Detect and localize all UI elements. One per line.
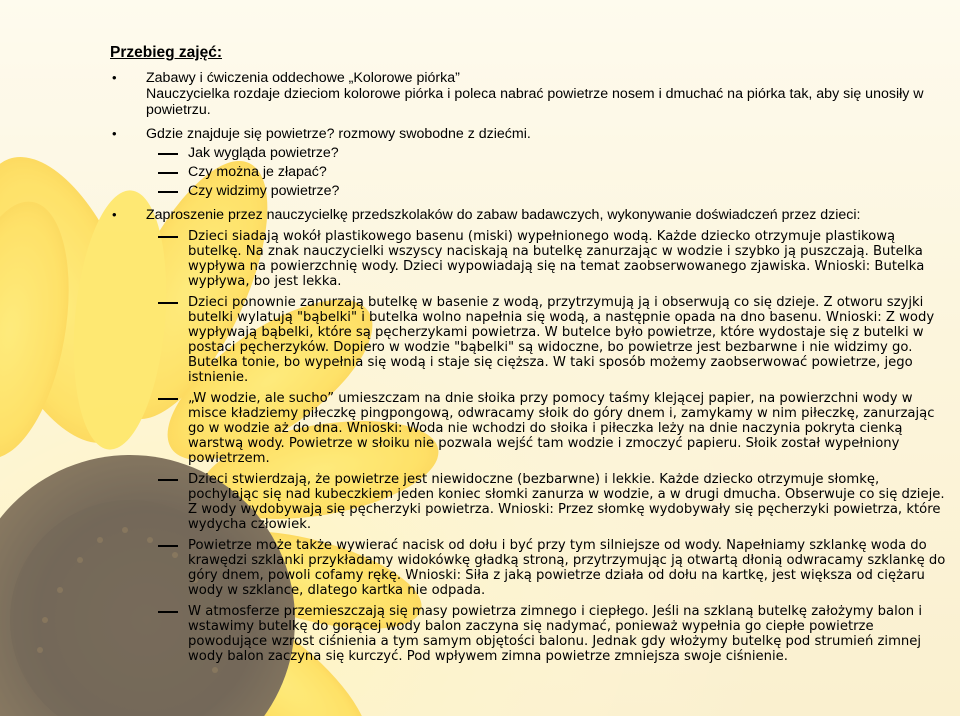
bullet-item: • Gdzie znajduje się powietrze? rozmowy swobodne z dziećmi. [110,126,950,142]
page-title: Przebieg zajęć: [110,44,222,61]
experiment-item: „W wodzie, ale sucho” umieszczam na dnie słoika przy pomocy taśmy klejącej papier, na powierzchni wody w misce kładziemy piłeczkę pingpongową, odwracamy słoik do góry dnem i, zamykamy w nim piłeczkę, zanurzając go w wodzie aż do dna. Wnioski: Woda nie wchodzi do słoika i piłeczka leży na dnie naczynia pokryta cienką warstwą wody. Powietrze w słoiku nie pozwala wejść tam wodzie i zmoczyć papieru. Słoik został wypełniony powietrzem. [110,391,950,466]
question-item: Jak wygląda powietrze? [110,145,950,161]
experiment-item: Dzieci ponownie zanurzają butelkę w basenie z wodą, przytrzymują ją i obserwują co się dzieje. Z otworu szyjki butelki wylatują "bąbelki" i butelka wolno napełnia się wodą, a następnie opada na dno basenu. Wnioski: Z wody wypływają bąbelki, które są pęcherzykami powietrza. W butelce było powietrze, które wydostaje się z butelki w postaci pęcherzyków. Dopiero w wodzie "bąbelki" są widoczne, bo powietrze jest bezbarwne i nie widzimy go. Butelka tonie, bo wypełnia się wodą i staje się cięższa. W taki sposób możemy zaobserwować powietrze, jego istnienie. [110,295,950,385]
experiment-item: W atmosferze przemieszczają się masy powietrza zimnego i ciepłego. Jeśli na szklaną butelkę założymy balon i wstawimy butelkę do gorącej wody balon zaczyna się nadymać, ponieważ wypełnia go ciepłe powietrze powodujące wzrost ciśnienia a tym samym objętości balonu. Jednak gdy włożymy butelkę pod strumień zimnej wody balon zaczyna się kurczyć. Pod wpływem zimna powietrze zmniejsza swoje ciśnienie. [110,604,950,664]
question-item: Czy można je złapać? [110,164,950,180]
experiment-item: Powietrze może także wywierać nacisk od dołu i być przy tym silniejsze od wody. Napełniamy szklankę woda do krawędzi szklanki przykładamy widokówkę gładką stroną, przytrzymując ją otwartą dłonią odwracamy szklankę do góry dnem, powoli cofamy rękę. Wnioski: Siła z jaką powietrze działa od dołu na kartkę, jest większa od ciężaru wody w szklance, dlatego kartka nie odpada. [110,538,950,598]
slide-content [110,44,950,664]
bullet-item-continuation: Nauczycielka rozdaje dzieciom kolorowe piórka i poleca nabrać powietrze nosem i dmuchać na piórka tak, aby się unosiły w powietrzu. [146,86,924,118]
bullet-item: • Zabawy i ćwiczenia oddechowe „Kolorowe piórka” [110,70,950,86]
question-item: Czy widzimy powietrze? [110,183,950,199]
experiment-item: Dzieci siadają wokół plastikowego basenu (miski) wypełnionego wodą. Każde dziecko otrzymuje plastikową butelkę. Na znak nauczycielki wszyscy naciskają na butelkę zanurzając w wodzie i szybko ją puszczają. Butelka wypływa na powierzchnię wody. Dzieci wypowiadają się na temat zaobserwowanego zjawiska. Wnioski: Butelka wypływa, bo jest lekka. [110,229,950,289]
bullet-item: • Zaproszenie przez nauczycielkę przedszkolaków do zabaw badawczych, wykonywanie doświadczeń przez dzieci: [110,207,950,223]
experiment-item: Dzieci stwierdzają, że powietrze jest niewidoczne (bezbarwne) i lekkie. Każde dziecko otrzymuje słomkę, pochylając się nad kubeczkiem jeden koniec słomki zanurza w wodzie, a w drugi dmucha. Obserwuje co się dzieje. Z wody wydobywają się pęcherzyki powietrza. Wnioski: Przez słomkę wydobywały się pęcherzyki powietrza, które wydycha człowiek. [110,472,950,532]
